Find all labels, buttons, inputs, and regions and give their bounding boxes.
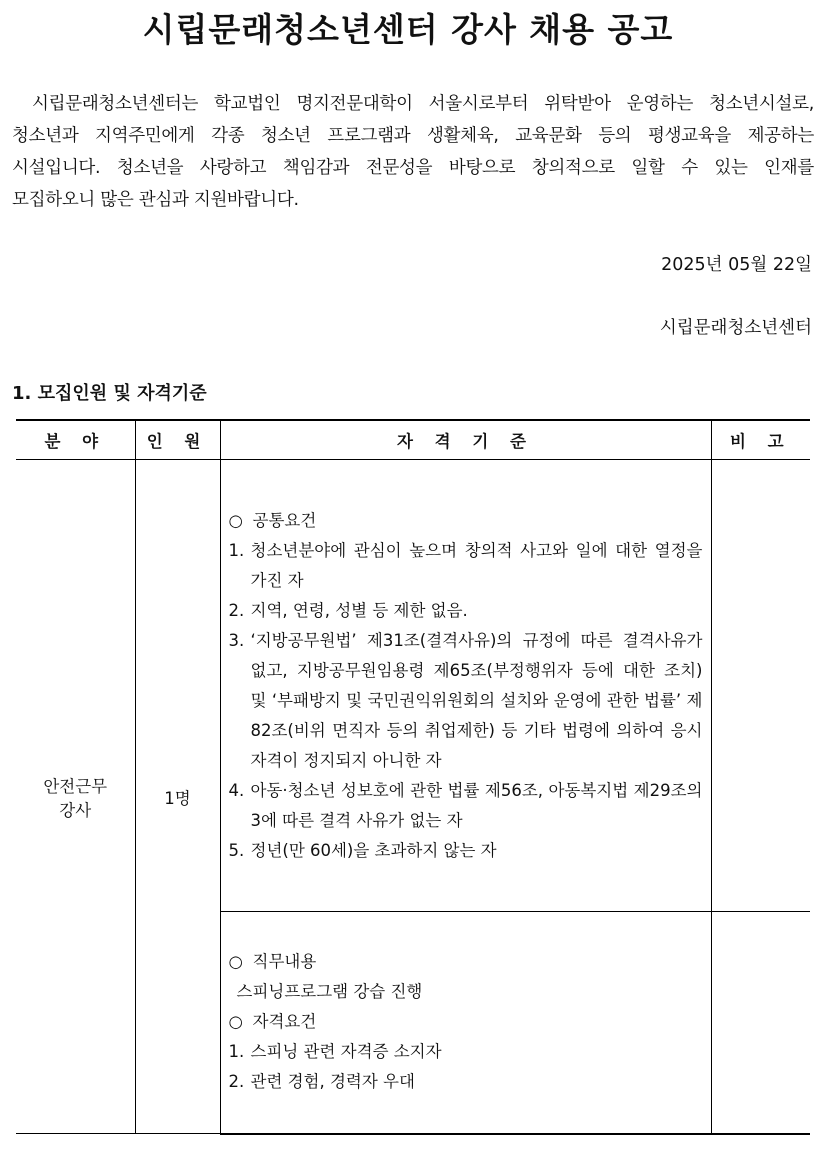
announcement-date: 2025년 05월 22일 bbox=[661, 255, 812, 275]
intro-line: 모집하오니 많은 관심과 지원바랍니다. bbox=[12, 190, 299, 210]
count-cell: 1명 bbox=[135, 460, 220, 1134]
circle-bullet-icon: ○ bbox=[228, 1012, 243, 1032]
intro-line: 시설입니다. 청소년을 사랑하고 책임감과 전문성을 바탕으로 창의적으로 일할 수 있는 인재를 bbox=[12, 158, 814, 178]
qualification-list bbox=[229, 1037, 703, 1097]
intro-line: 시립문래청소년센터는 학교법인 명지전문대학이 서울시로부터 위탁받아 운영하는 청소년시설로, bbox=[32, 94, 814, 114]
common-requirements-heading: ○ 공통요건 bbox=[229, 506, 703, 536]
field-name-line1: 안전근무 bbox=[43, 776, 108, 796]
common-requirements-cell bbox=[220, 460, 711, 912]
header-note: 비 고 bbox=[711, 420, 810, 460]
section-heading: 1. 모집인원 및 자격기준 bbox=[12, 383, 207, 404]
qualification-heading: ○ 자격요건 bbox=[229, 1007, 703, 1037]
recruitment-table bbox=[16, 419, 810, 1135]
circle-bullet-icon: ○ bbox=[228, 510, 243, 530]
common-requirements-list bbox=[229, 536, 703, 866]
duty-heading: ○ 직무내용 bbox=[229, 947, 703, 977]
note-cell bbox=[711, 460, 810, 912]
intro-paragraph bbox=[12, 88, 814, 216]
field-cell bbox=[16, 460, 135, 1134]
list-item: 3. ‘지방공무원법’ 제31조(결격사유)의 규정에 따른 결격사유가 없고, 지방공무원임용령 제65조(부정행위자 등에 대한 조치) 및 ‘부패방지 및 국민권익위원회의 설치와 운영에 관한 법률’ 제82조(비위 면직자 등의 취업제한) 등 기타 법령에 의하여 응시자격이 정지되지 아니한 자 bbox=[228, 630, 703, 770]
duty-cell bbox=[220, 912, 711, 1134]
table-header-row bbox=[16, 420, 810, 460]
list-item: 1. 스피닝 관련 자격증 소지자 bbox=[228, 1042, 442, 1062]
list-item: 2. 지역, 연령, 성별 등 제한 없음. bbox=[228, 600, 468, 620]
list-item: 4. 아동·청소년 성보호에 관한 법률 제56조, 아동복지법 제29조의 3에 따른 결격 사유가 없는 자 bbox=[228, 780, 703, 830]
duty-description: 스피닝프로그램 강습 진행 bbox=[236, 982, 423, 1002]
note-cell bbox=[711, 912, 810, 1134]
organization-name: 시립문래청소년센터 bbox=[659, 318, 812, 338]
circle-bullet-icon: ○ bbox=[228, 952, 243, 972]
list-item: 1. 청소년분야에 관심이 높으며 창의적 사고와 일에 대한 열정을 가진 자 bbox=[228, 540, 703, 590]
table-row bbox=[16, 460, 810, 912]
list-item: 5. 정년(만 60세)을 초과하지 않는 자 bbox=[228, 840, 497, 860]
page-title: 시립문래청소년센터 강사 채용 공고 bbox=[142, 10, 674, 49]
header-count: 인 원 bbox=[135, 420, 220, 460]
header-field: 분 야 bbox=[16, 420, 135, 460]
list-item: 2. 관련 경험, 경력자 우대 bbox=[228, 1072, 415, 1092]
field-name-line2: 강사 bbox=[59, 800, 92, 820]
intro-line: 청소년과 지역주민에게 각종 청소년 프로그램과 생활체육, 교육문화 등의 평생교육을 제공하는 bbox=[12, 126, 814, 146]
header-qualification: 자 격 기 준 bbox=[220, 420, 711, 460]
